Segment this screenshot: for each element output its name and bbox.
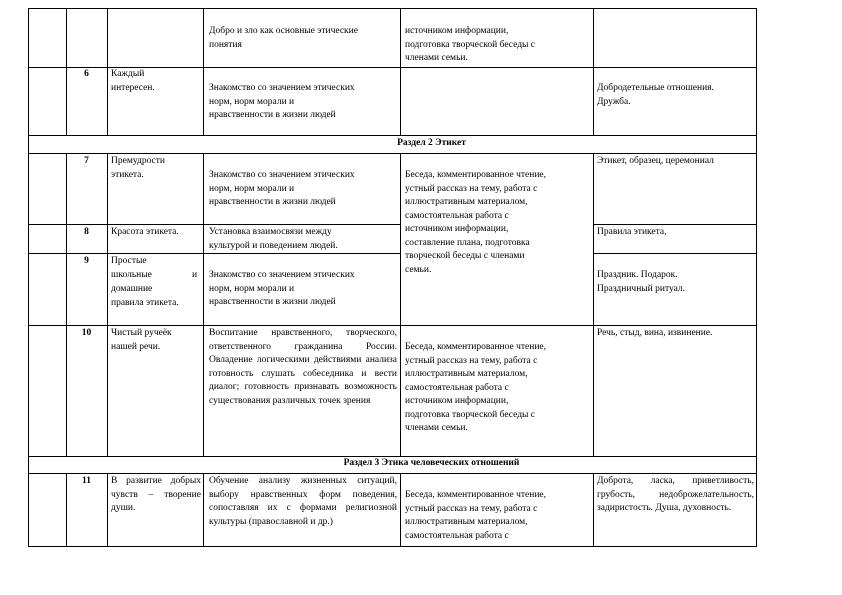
column-divider [203, 473, 204, 547]
row-divider [28, 325, 757, 326]
key-concepts-cell: Речь, стыд, вина, извинение. [597, 328, 713, 338]
lesson-content-cell: Знакомство со значением этических норм, норм морали и нравственности в жизни людей [209, 83, 355, 120]
lesson-content-cell: Воспитание нравственного, творческого, ответственного гражданина России. Овладение логическими действиями анализа готовность слушать собеседника и вести диалог; готовность признавать возможность существования различных точек зрения [209, 328, 397, 406]
activities-cell: Беседа, комментированное чтение, устный рассказ на тему, работа с иллюстративным материалом, самостоятельная работа с источником информации, подготовка творческой беседы с членами семьи. [405, 342, 547, 433]
column-divider [66, 153, 67, 456]
column-divider [107, 153, 108, 456]
lesson-number: 9 [84, 256, 89, 266]
row-divider [28, 135, 757, 136]
lesson-number: 10 [81, 328, 92, 338]
lesson-title-line: и [192, 270, 198, 280]
column-divider [203, 153, 204, 456]
row-divider-partial [593, 253, 757, 254]
row-divider [28, 153, 757, 154]
table-border-bottom [28, 546, 757, 547]
lesson-number: 8 [84, 227, 89, 237]
column-divider [400, 8, 401, 135]
lesson-title: Красота этикета. [111, 227, 179, 237]
column-divider [400, 473, 401, 547]
lesson-content-cell: Обучение анализу жизненных ситуаций, выбору нравственных форм поведения, сопоставляя их с формами религиозной культуры (православной и др.) [209, 476, 397, 527]
lesson-title-line: домашние правила этикета. [111, 284, 179, 308]
key-concepts-cell: Доброта, ласка, приветливость, грубость, недоброжелательность, задиристость. Душа, духовность. [597, 476, 754, 513]
key-concepts-cell: Правила этикета, [597, 227, 667, 237]
column-divider [107, 473, 108, 547]
lesson-title: В развитие добрых чувств – творение души. [111, 476, 201, 513]
lesson-number: 7 [84, 156, 89, 166]
row-divider-partial [28, 224, 401, 225]
activities-cell: Беседа, комментированное чтение, устный рассказ на тему, работа с иллюстративным материалом, самостоятельная работа с источником информации, составление плана, подготовка творческой беседы с членами семьи. [405, 170, 547, 275]
table-border-right [756, 8, 757, 547]
column-divider [107, 8, 108, 135]
lesson-content-cell: Добро и зло как основные этические понятия [209, 26, 358, 50]
column-divider [593, 153, 594, 456]
lesson-title-line: Простые [111, 256, 147, 266]
column-divider [593, 8, 594, 135]
table-border-left [28, 8, 29, 547]
table-border-top [28, 8, 757, 9]
key-concepts-cell: Праздник. Подарок. Праздничный ритуал. [597, 270, 686, 294]
activities-cell: Беседа, комментированное чтение, устный рассказ на тему, работа с иллюстративным материалом, самостоятельная работа с [405, 490, 547, 541]
lesson-title: Премудрости этикета. [111, 156, 166, 180]
column-divider [400, 153, 401, 456]
row-divider-partial [28, 253, 401, 254]
section-header: Раздел 3 Этика человеческих отношений [343, 458, 520, 468]
section-header: Раздел 2 Этикет [397, 138, 466, 148]
lesson-title-line: школьные [111, 270, 152, 280]
lesson-content-cell: Установка взаимосвязи между культурой и поведением людей. [209, 227, 338, 251]
column-divider [203, 8, 204, 135]
activities-cell: источником информации, подготовка творческой беседы с членами семьи. [405, 26, 536, 63]
lesson-number: 11 [82, 476, 91, 486]
lesson-content-cell: Знакомство со значением этических норм, норм морали и нравственности в жизни людей [209, 170, 355, 207]
row-divider [28, 473, 757, 474]
lesson-title: Каждый интересен. [111, 69, 155, 93]
lesson-content-cell: Знакомство со значением этических норм, норм морали и нравственности в жизни людей [209, 270, 355, 307]
key-concepts-cell: Этикет, образец, церемониал [597, 156, 714, 166]
column-divider [593, 473, 594, 547]
row-divider-partial [593, 224, 757, 225]
lesson-number: 6 [84, 69, 89, 79]
lesson-title: Чистый ручеёк нашей речи. [111, 328, 172, 352]
key-concepts-cell: Добродетельные отношения. Дружба. [597, 83, 714, 107]
